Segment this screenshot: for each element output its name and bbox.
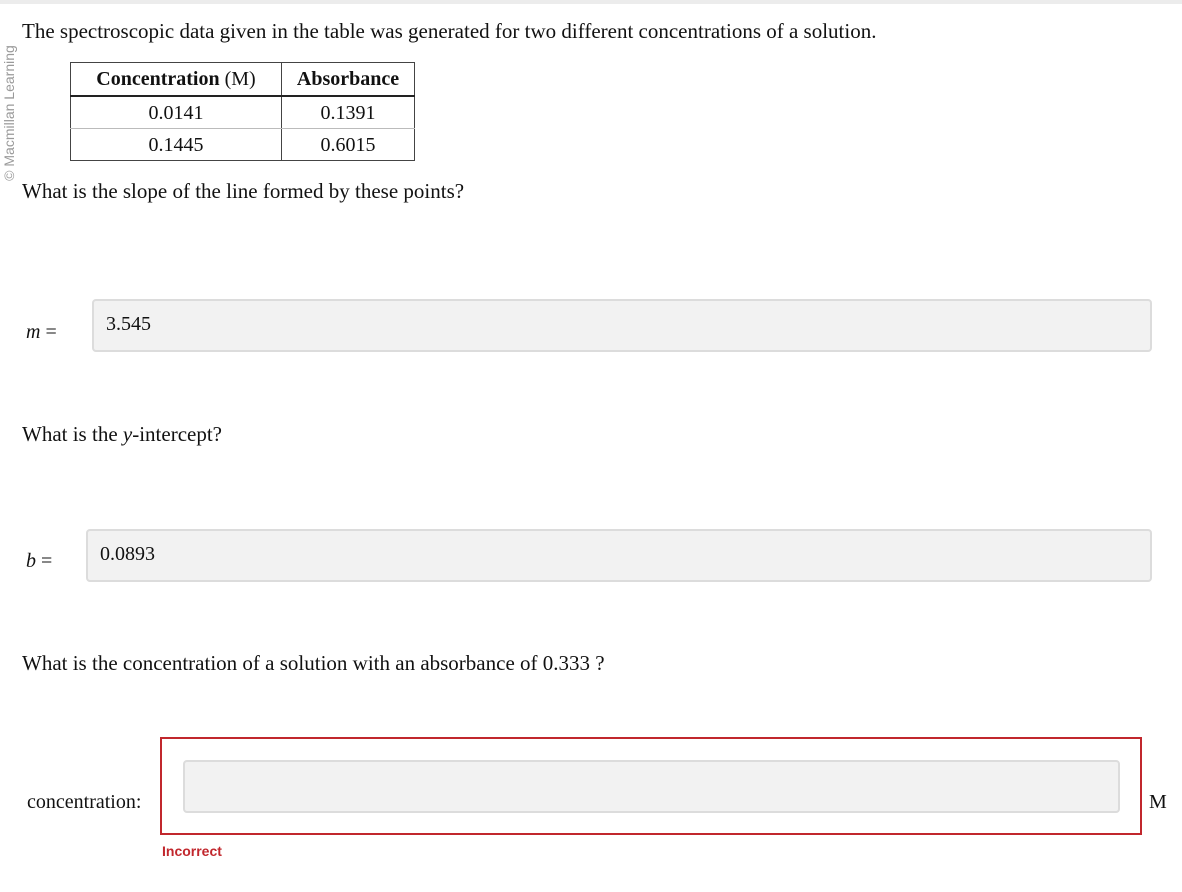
intercept-variable: b [26, 550, 36, 572]
intercept-answer-field[interactable]: 0.0893 [86, 529, 1152, 582]
table-row [71, 129, 415, 161]
table-cell-absorbance: 0.1391 [282, 96, 415, 129]
column-header-concentration [71, 63, 282, 97]
slope-equals: = [40, 321, 57, 343]
intercept-equals: = [36, 550, 53, 572]
table-header-row [71, 63, 415, 97]
table-cell-concentration: 0.1445 [71, 129, 282, 161]
top-divider [0, 0, 1182, 4]
concentration-unit: (M) [224, 68, 256, 90]
slope-variable: m [26, 321, 41, 343]
intercept-question-pre: What is the [22, 422, 123, 446]
table-cell-absorbance: 0.6015 [282, 129, 415, 161]
concentration-label: concentration: [27, 791, 142, 813]
concentration-question: What is the concentration of a solution with an absorbance of 0.333 ? [22, 651, 605, 675]
data-table [70, 62, 415, 161]
intercept-label [26, 548, 52, 574]
slope-answer-field[interactable]: 3.545 [92, 299, 1152, 352]
incorrect-status-text: Incorrect [162, 843, 222, 859]
intercept-question [22, 421, 222, 447]
intercept-question-var: y [122, 422, 133, 446]
copyright-watermark: © Macmillan Learning [1, 45, 17, 181]
intro-text: The spectroscopic data given in the table was generated for two different concentrations of a solution. [22, 19, 877, 43]
slope-question: What is the slope of the line formed by these points? [22, 179, 465, 203]
intercept-question-post: -intercept? [132, 422, 222, 446]
column-header-absorbance: Absorbance [282, 63, 415, 97]
concentration-label: Concentration [96, 68, 220, 90]
table-row [71, 96, 415, 129]
concentration-answer-field[interactable] [183, 760, 1120, 813]
concentration-unit-label: M [1149, 791, 1167, 813]
table-cell-concentration: 0.0141 [71, 96, 282, 129]
slope-label [26, 319, 57, 345]
